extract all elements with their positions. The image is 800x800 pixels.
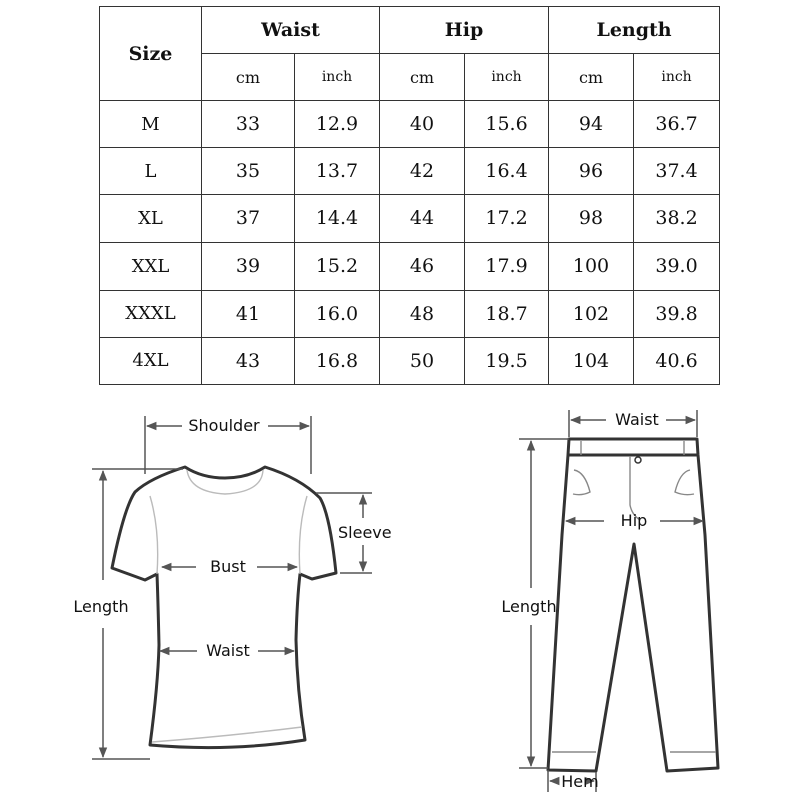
table-cell: 17.2 bbox=[465, 195, 549, 242]
size-cell: XXL bbox=[100, 242, 202, 290]
shirt-waist-label: Waist bbox=[206, 641, 250, 660]
table-cell: 46 bbox=[380, 242, 465, 290]
size-cell: M bbox=[100, 101, 202, 148]
length-header: Length bbox=[549, 7, 720, 54]
sleeve-label: Sleeve bbox=[338, 523, 392, 542]
table-cell: 15.2 bbox=[295, 242, 380, 290]
table-cell: 39.8 bbox=[634, 290, 720, 337]
shoulder-label: Shoulder bbox=[188, 416, 260, 435]
table-cell: 36.7 bbox=[634, 101, 720, 148]
table-cell: 39.0 bbox=[634, 242, 720, 290]
table-cell: 41 bbox=[202, 290, 295, 337]
table-cell: 50 bbox=[380, 337, 465, 384]
unit-header: cm bbox=[202, 54, 295, 101]
table-cell: 18.7 bbox=[465, 290, 549, 337]
table-cell: 40 bbox=[380, 101, 465, 148]
table-cell: 37 bbox=[202, 195, 295, 242]
size-cell: L bbox=[100, 148, 202, 195]
table-cell: 44 bbox=[380, 195, 465, 242]
table-cell: 39 bbox=[202, 242, 295, 290]
table-cell: 37.4 bbox=[634, 148, 720, 195]
table-cell: 14.4 bbox=[295, 195, 380, 242]
table-cell: 35 bbox=[202, 148, 295, 195]
table-cell: 38.2 bbox=[634, 195, 720, 242]
table-cell: 17.9 bbox=[465, 242, 549, 290]
hem-label: Hem bbox=[561, 772, 599, 791]
size-cell: 4XL bbox=[100, 337, 202, 384]
table-cell: 12.9 bbox=[295, 101, 380, 148]
pants-waist-label: Waist bbox=[615, 410, 659, 429]
size-cell: XL bbox=[100, 195, 202, 242]
unit-header: cm bbox=[380, 54, 465, 101]
table-cell: 19.5 bbox=[465, 337, 549, 384]
pants-outline bbox=[548, 439, 718, 771]
table-cell: 16.0 bbox=[295, 290, 380, 337]
table-cell: 104 bbox=[549, 337, 634, 384]
table-cell: 43 bbox=[202, 337, 295, 384]
table-cell: 98 bbox=[549, 195, 634, 242]
waist-header: Waist bbox=[202, 7, 380, 54]
unit-header: inch bbox=[634, 54, 720, 101]
unit-header: cm bbox=[549, 54, 634, 101]
table-cell: 16.4 bbox=[465, 148, 549, 195]
waist-button-icon bbox=[635, 457, 641, 463]
table-cell: 100 bbox=[549, 242, 634, 290]
table-cell: 40.6 bbox=[634, 337, 720, 384]
bust-label: Bust bbox=[210, 557, 246, 576]
unit-header: inch bbox=[465, 54, 549, 101]
hip-label: Hip bbox=[620, 511, 648, 530]
pants-length-label: Length bbox=[501, 597, 557, 616]
size-header: Size bbox=[100, 7, 202, 101]
table-cell: 15.6 bbox=[465, 101, 549, 148]
table-cell: 42 bbox=[380, 148, 465, 195]
table-cell: 16.8 bbox=[295, 337, 380, 384]
unit-header: inch bbox=[295, 54, 380, 101]
table-cell: 96 bbox=[549, 148, 634, 195]
table-cell: 94 bbox=[549, 101, 634, 148]
size-cell: XXXL bbox=[100, 290, 202, 337]
table-cell: 102 bbox=[549, 290, 634, 337]
shirt-length-label: Length bbox=[73, 597, 129, 616]
table-cell: 33 bbox=[202, 101, 295, 148]
hip-header: Hip bbox=[380, 7, 549, 54]
table-cell: 13.7 bbox=[295, 148, 380, 195]
table-cell: 48 bbox=[380, 290, 465, 337]
